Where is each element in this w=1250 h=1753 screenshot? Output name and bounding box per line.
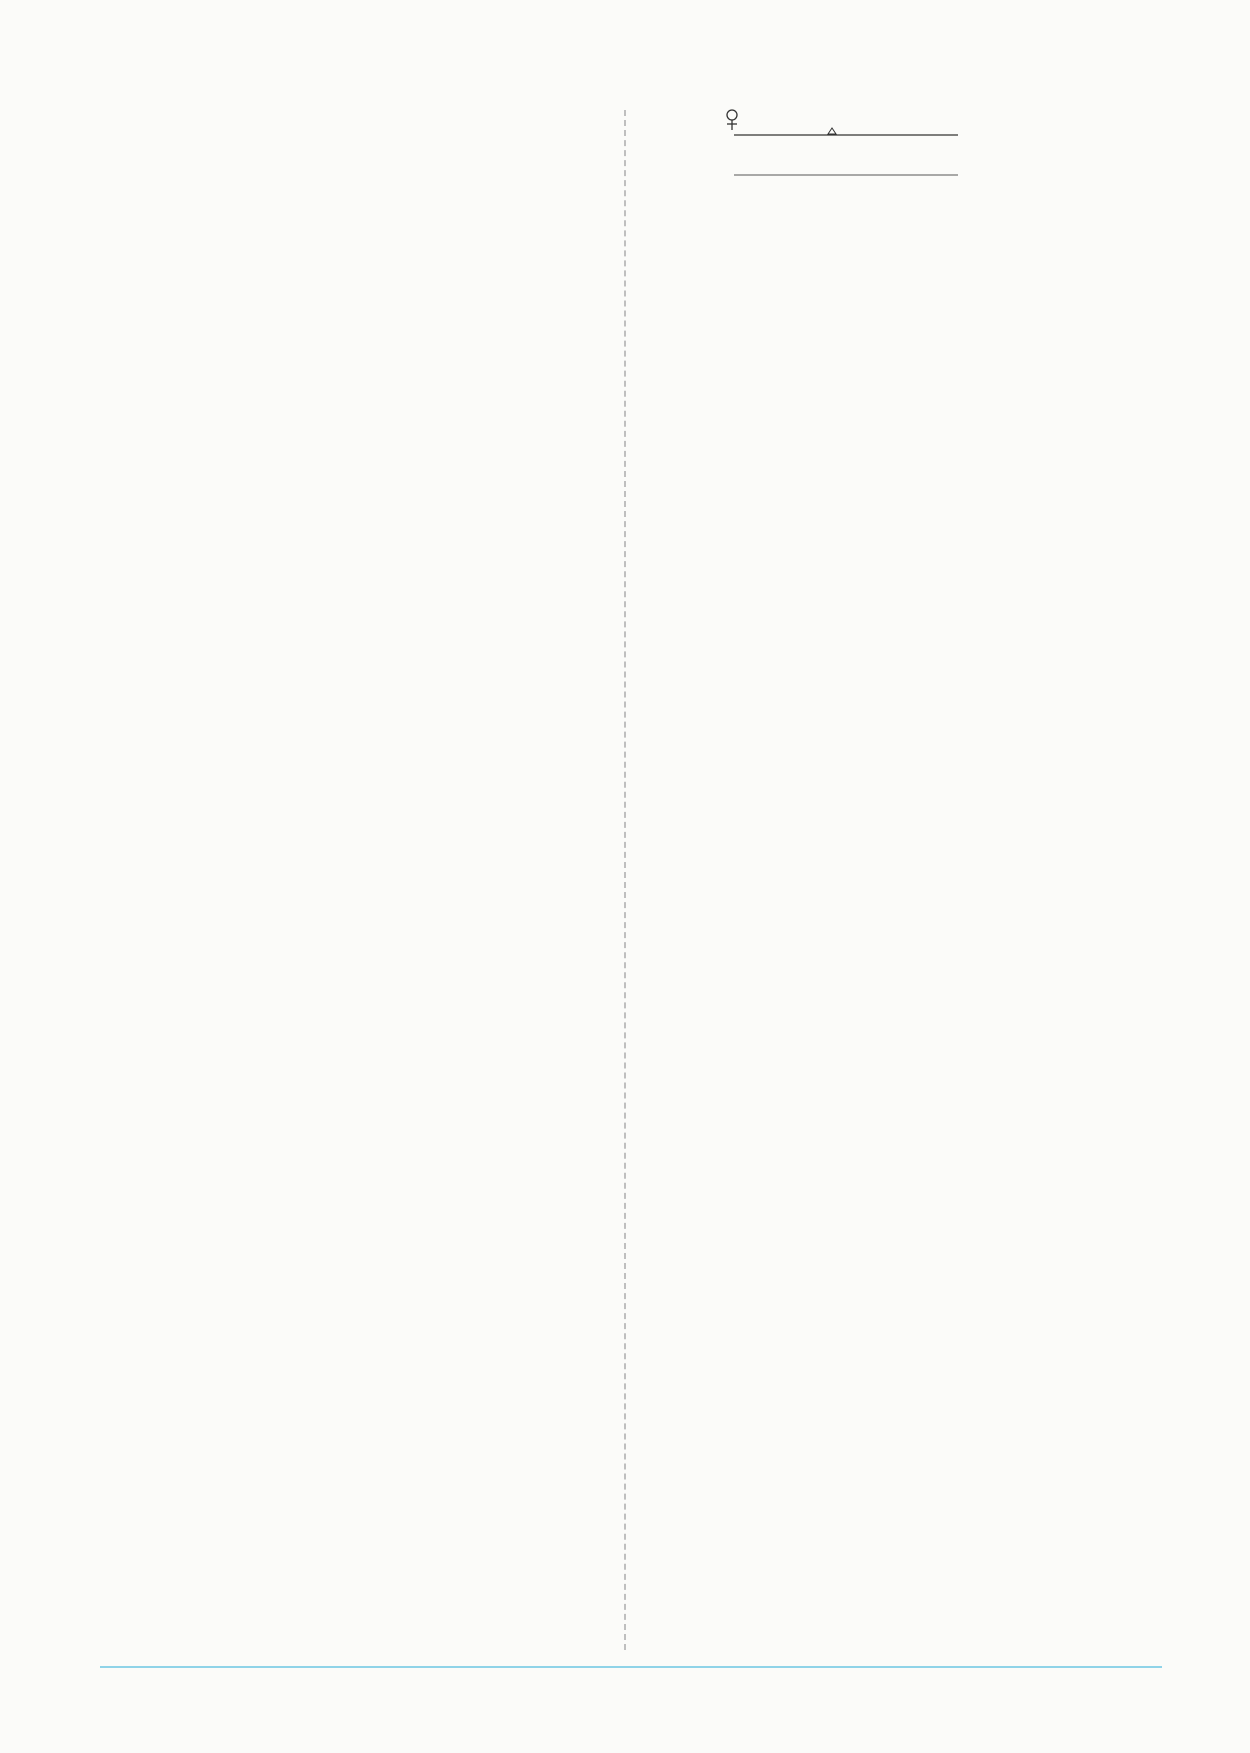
unit1-title	[100, 105, 620, 151]
unit3-title	[652, 189, 1162, 235]
position-diagram	[652, 105, 1162, 189]
footer-rule	[100, 1666, 1162, 1668]
left-column	[100, 105, 620, 197]
unit2-title	[100, 151, 620, 197]
diagram-figure	[722, 105, 1022, 189]
triangle-marker	[828, 128, 836, 134]
kid-icon	[727, 110, 737, 130]
right-column	[652, 105, 1162, 235]
column-divider	[624, 110, 626, 1650]
